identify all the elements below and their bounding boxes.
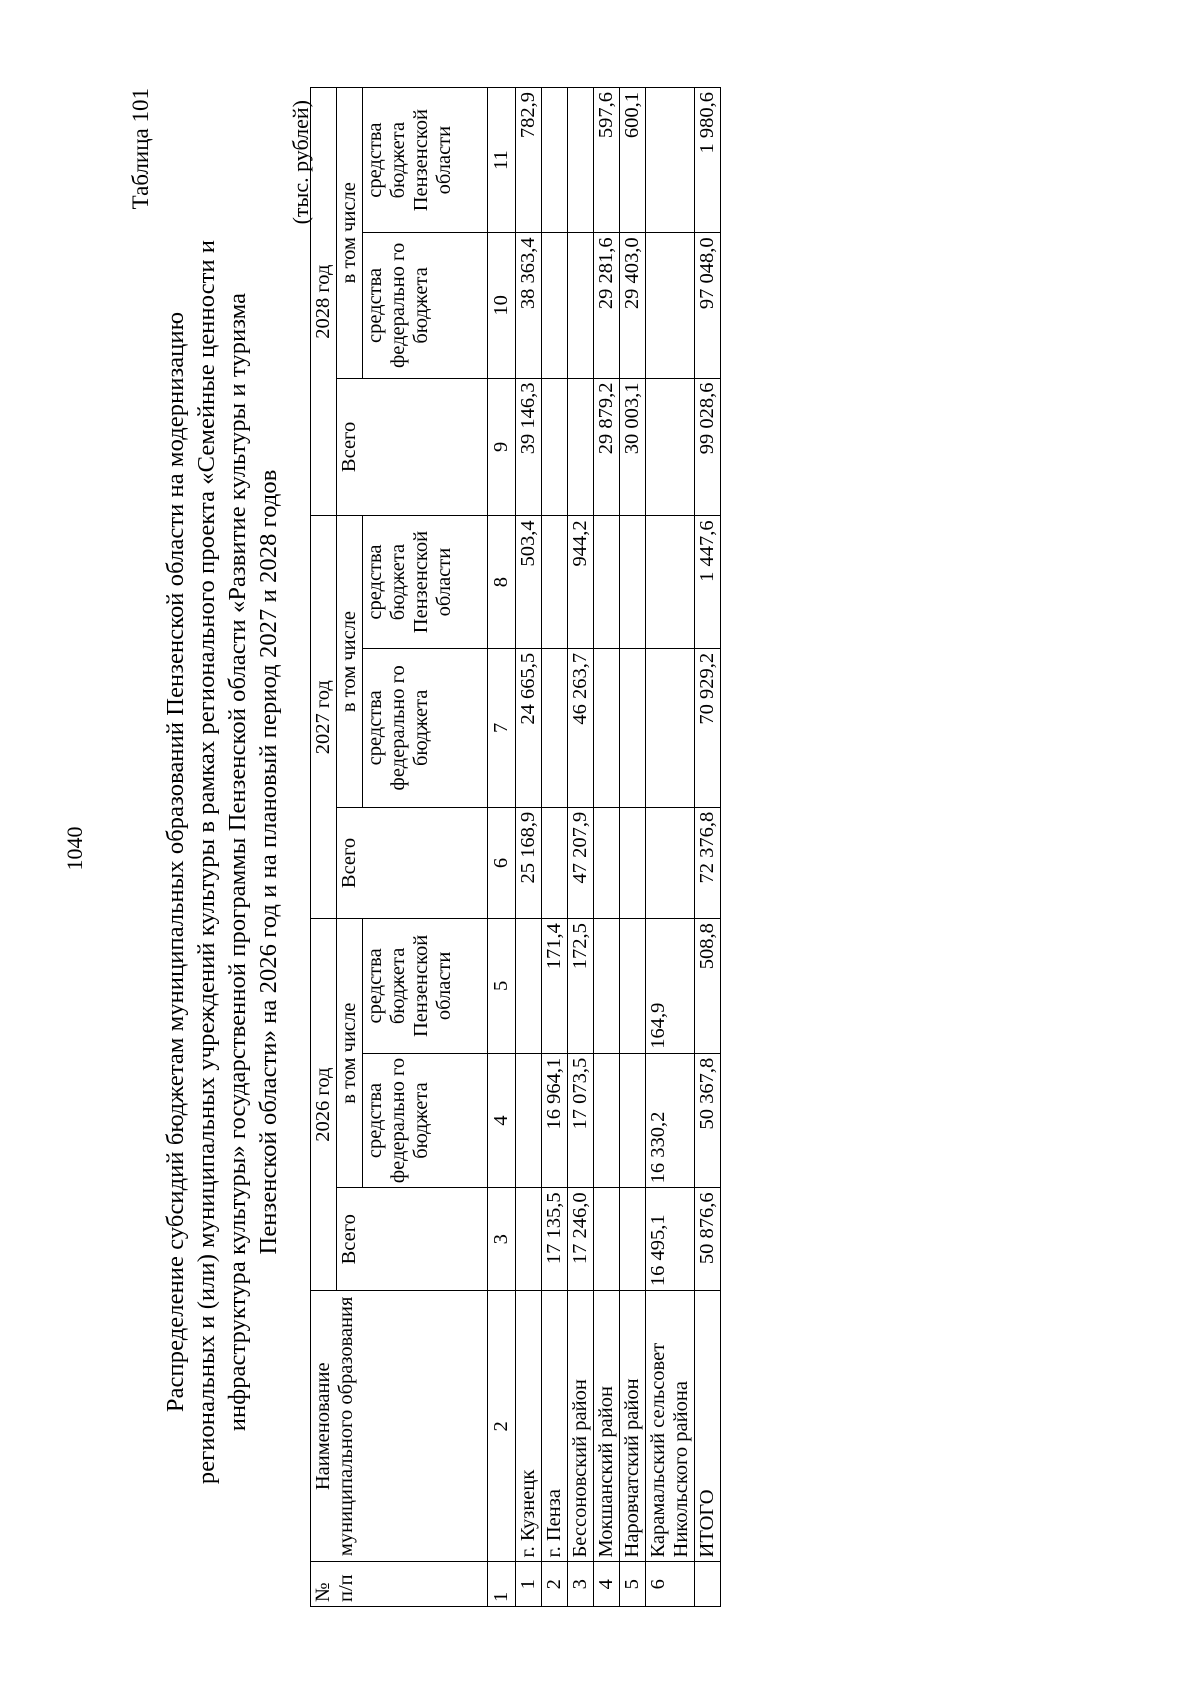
row-no: 2 bbox=[542, 1562, 568, 1607]
cell-regional-2027 bbox=[594, 516, 620, 649]
column-number: 11 bbox=[488, 88, 516, 233]
header-row bbox=[311, 88, 337, 1607]
units-label: (тыс. рублей) bbox=[288, 100, 313, 225]
cell-total-2027: 25 168,9 bbox=[516, 807, 542, 918]
column-number: 7 bbox=[488, 648, 516, 807]
subsidy-table bbox=[310, 87, 721, 1607]
table-row bbox=[568, 88, 594, 1607]
total-regional-2026: 508,8 bbox=[695, 919, 721, 1054]
row-no: 6 bbox=[646, 1562, 695, 1607]
cell-total-2026: 17 135,5 bbox=[542, 1188, 568, 1291]
row-name: г. Кузнецк bbox=[516, 1291, 542, 1562]
column-number: 3 bbox=[488, 1188, 516, 1291]
header-year-2027: 2027 год bbox=[311, 516, 337, 919]
header-federal-2026: средства федерально го бюджета bbox=[363, 1053, 488, 1188]
row-name: Мокшанский район bbox=[594, 1291, 620, 1562]
header-total-2026: Всего bbox=[337, 1188, 488, 1291]
table-row bbox=[646, 88, 695, 1607]
header-no: № п/п bbox=[311, 1562, 488, 1607]
total-regional-2028: 1 980,6 bbox=[695, 88, 721, 233]
header-total-2028: Всего bbox=[337, 378, 488, 516]
cell-total-2028: 39 146,3 bbox=[516, 378, 542, 516]
cell-total-2026: 17 246,0 bbox=[568, 1188, 594, 1291]
cell-total-2028: 29 879,2 bbox=[594, 378, 620, 516]
total-2026: 50 876,6 bbox=[695, 1188, 721, 1291]
cell-federal-2026: 16 964,1 bbox=[542, 1053, 568, 1188]
row-name: Наровчатский район bbox=[620, 1291, 646, 1562]
total-federal-2027: 70 929,2 bbox=[695, 648, 721, 807]
column-number: 10 bbox=[488, 233, 516, 378]
cell-total-2028 bbox=[646, 378, 695, 516]
column-number: 9 bbox=[488, 378, 516, 516]
cell-federal-2028 bbox=[646, 233, 695, 378]
row-no: 1 bbox=[516, 1562, 542, 1607]
title-line: Распределение субсидий бюджетам муниципальных образований Пензенской области на модернизацию bbox=[162, 311, 189, 1413]
cell-federal-2026 bbox=[516, 1053, 542, 1188]
column-number: 5 bbox=[488, 919, 516, 1054]
cell-regional-2026: 164,9 bbox=[646, 919, 695, 1054]
cell-total-2028 bbox=[568, 378, 594, 516]
cell-regional-2028 bbox=[542, 88, 568, 233]
total-federal-2026: 50 367,8 bbox=[695, 1053, 721, 1188]
table-row bbox=[594, 88, 620, 1607]
cell-total-2026 bbox=[516, 1188, 542, 1291]
row-name: Бессоновский район bbox=[568, 1291, 594, 1562]
cell-regional-2028 bbox=[646, 88, 695, 233]
cell-total-2027: 47 207,9 bbox=[568, 807, 594, 918]
cell-federal-2027 bbox=[646, 648, 695, 807]
cell-total-2027 bbox=[620, 807, 646, 918]
total-2027: 72 376,8 bbox=[695, 807, 721, 918]
cell-total-2027 bbox=[594, 807, 620, 918]
total-no bbox=[695, 1562, 721, 1607]
row-name: Карамальский сельсовет Никольского района bbox=[646, 1291, 695, 1562]
title-line: региональных и (или) муниципальных учреждений культуры в рамках регионального проекта «Семейные ценности и bbox=[193, 239, 220, 1485]
row-no: 4 bbox=[594, 1562, 620, 1607]
row-no: 5 bbox=[620, 1562, 646, 1607]
cell-regional-2028: 782,9 bbox=[516, 88, 542, 233]
cell-regional-2026: 171,4 bbox=[542, 919, 568, 1054]
header-incl-2026: в том числе bbox=[337, 919, 363, 1188]
cell-total-2026: 16 495,1 bbox=[646, 1188, 695, 1291]
column-number-row bbox=[488, 88, 516, 1607]
page-number: 1040 bbox=[62, 826, 87, 871]
cell-total-2026 bbox=[594, 1188, 620, 1291]
cell-federal-2028: 29 281,6 bbox=[594, 233, 620, 378]
row-name: г. Пенза bbox=[542, 1291, 568, 1562]
table-row bbox=[516, 88, 542, 1607]
cell-federal-2028 bbox=[568, 233, 594, 378]
cell-federal-2026: 16 330,2 bbox=[646, 1053, 695, 1188]
cell-federal-2026 bbox=[620, 1053, 646, 1188]
cell-federal-2027 bbox=[620, 648, 646, 807]
cell-total-2027 bbox=[542, 807, 568, 918]
cell-regional-2026 bbox=[594, 919, 620, 1054]
cell-regional-2027 bbox=[620, 516, 646, 649]
total-row bbox=[695, 88, 721, 1607]
cell-total-2026 bbox=[620, 1188, 646, 1291]
cell-federal-2027 bbox=[594, 648, 620, 807]
cell-regional-2028: 597,6 bbox=[594, 88, 620, 233]
cell-regional-2028: 600,1 bbox=[620, 88, 646, 233]
cell-regional-2027 bbox=[646, 516, 695, 649]
cell-regional-2026 bbox=[516, 919, 542, 1054]
title-line: инфраструктура культуры» государственной программы Пензенской области «Развитие культуры и туризма bbox=[224, 292, 251, 1432]
table-row bbox=[620, 88, 646, 1607]
header-total-2027: Всего bbox=[337, 807, 488, 918]
column-number: 2 bbox=[488, 1291, 516, 1562]
header-federal-2028: средства федерально го бюджета bbox=[363, 233, 488, 378]
cell-regional-2026: 172,5 bbox=[568, 919, 594, 1054]
total-federal-2028: 97 048,0 bbox=[695, 233, 721, 378]
header-regional-2027: средства бюджета Пензенской области bbox=[363, 516, 488, 649]
header-regional-2026: средства бюджета Пензенской области bbox=[363, 919, 488, 1054]
cell-regional-2027: 944,2 bbox=[568, 516, 594, 649]
row-no: 3 bbox=[568, 1562, 594, 1607]
total-2028: 99 028,6 bbox=[695, 378, 721, 516]
cell-federal-2027: 46 263,7 bbox=[568, 648, 594, 807]
total-label: ИТОГО bbox=[695, 1291, 721, 1562]
cell-federal-2028 bbox=[542, 233, 568, 378]
cell-federal-2027 bbox=[542, 648, 568, 807]
header-name: Наименование муниципального образования bbox=[311, 1291, 488, 1562]
cell-regional-2026 bbox=[620, 919, 646, 1054]
table-title bbox=[160, 127, 284, 1597]
table-row bbox=[542, 88, 568, 1607]
cell-total-2027 bbox=[646, 807, 695, 918]
cell-total-2028: 30 003,1 bbox=[620, 378, 646, 516]
cell-federal-2027: 24 665,5 bbox=[516, 648, 542, 807]
cell-federal-2028: 29 403,0 bbox=[620, 233, 646, 378]
header-incl-2027: в том числе bbox=[337, 516, 363, 807]
column-number: 8 bbox=[488, 516, 516, 649]
cell-federal-2026 bbox=[594, 1053, 620, 1188]
cell-federal-2028: 38 363,4 bbox=[516, 233, 542, 378]
cell-regional-2028 bbox=[568, 88, 594, 233]
header-federal-2027: средства федерально го бюджета bbox=[363, 648, 488, 807]
column-number: 6 bbox=[488, 807, 516, 918]
table-label: Таблица 101 bbox=[128, 88, 153, 210]
column-number: 1 bbox=[488, 1562, 516, 1607]
cell-federal-2026: 17 073,5 bbox=[568, 1053, 594, 1188]
cell-regional-2027 bbox=[542, 516, 568, 649]
column-number: 4 bbox=[488, 1053, 516, 1188]
header-incl-2028: в том числе bbox=[337, 88, 363, 379]
total-regional-2027: 1 447,6 bbox=[695, 516, 721, 649]
header-year-2028: 2028 год bbox=[311, 88, 337, 516]
title-line: Пензенской области» на 2026 год и на плановый период 2027 и 2028 годов bbox=[255, 469, 282, 1255]
header-year-2026: 2026 год bbox=[311, 919, 337, 1291]
header-regional-2028: средства бюджета Пензенской области bbox=[363, 88, 488, 233]
cell-total-2028 bbox=[542, 378, 568, 516]
cell-regional-2027: 503,4 bbox=[516, 516, 542, 649]
